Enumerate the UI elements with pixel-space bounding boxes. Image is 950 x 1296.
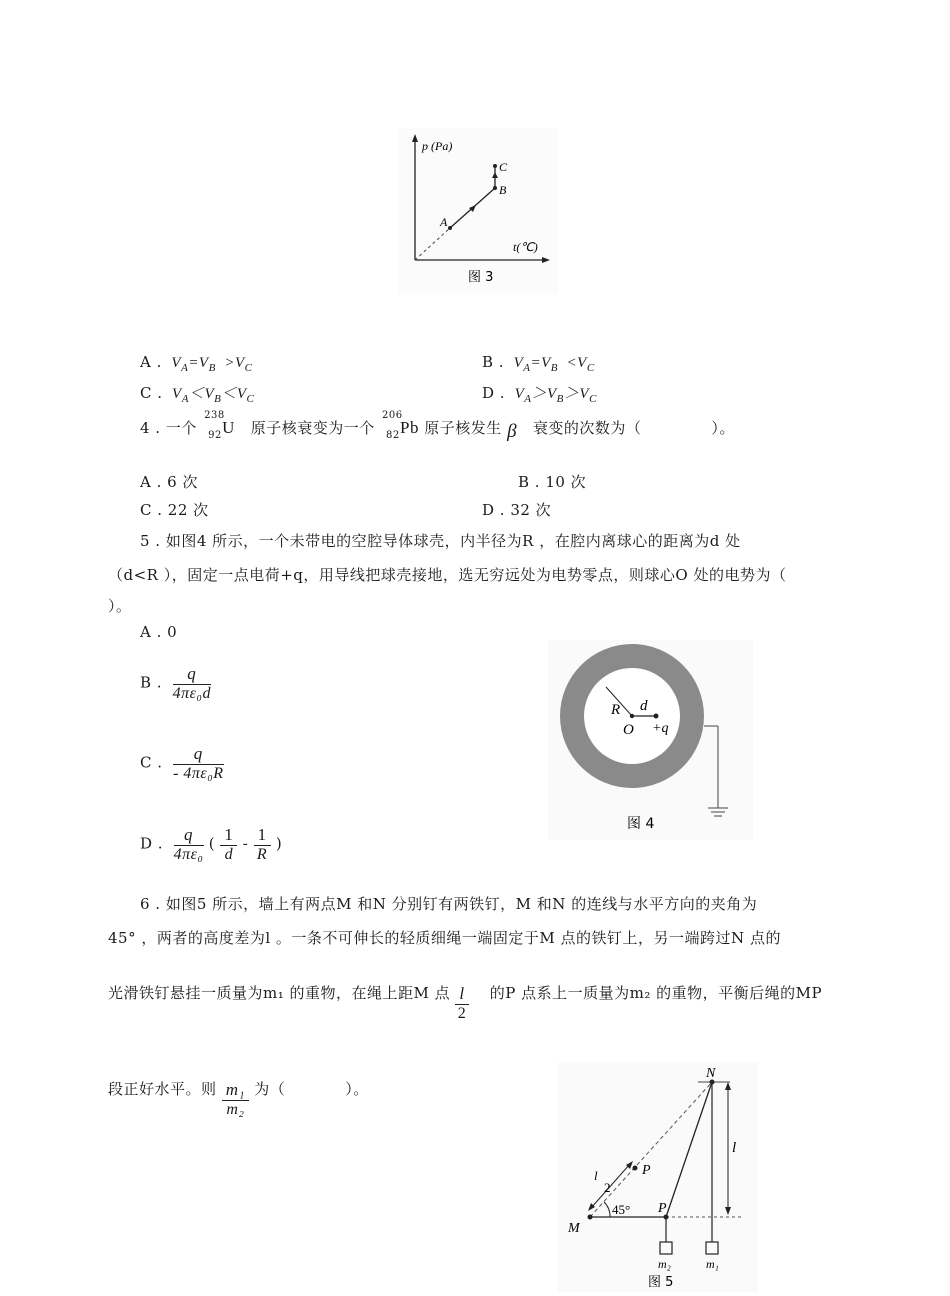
fig3-y-axis-label: p (Pa)	[422, 139, 453, 153]
fraction: $\frac{1}{R}$	[254, 825, 271, 864]
uranium-nuclide-index: 238 92	[204, 410, 225, 441]
fraction: $\frac{\text{m₁}}{\text{m₂}}$	[222, 1080, 249, 1119]
q4-option-b[interactable]: B . 10 次	[518, 473, 587, 491]
fig5-label-half-den: 2	[604, 1180, 611, 1195]
fig5-label-m1: m₁	[706, 1257, 719, 1271]
q6-line-4: 段正好水平。则 $\frac{\text{m₁}}{\text{m₂}}$ 为（ ）。	[108, 1080, 369, 1118]
q4-option-a[interactable]: A . 6 次	[140, 473, 198, 491]
q5-option-b[interactable]	[140, 664, 211, 703]
lead-nuclide-index: 206 82	[382, 410, 403, 441]
fraction: $\frac{q}{\text{- 4πε₀R}}$	[173, 744, 224, 782]
fig4-caption: 图 4	[627, 816, 655, 832]
fig5-caption: 图 5	[648, 1275, 674, 1290]
fig4-label-r: R	[611, 702, 621, 718]
fig4-label-q: +q	[652, 721, 669, 736]
option-label: B .	[482, 353, 505, 371]
q4-stem-part: 衰变的次数为（	[532, 419, 642, 437]
q5-option-d[interactable]: D . $\frac{q}{\text{4πε₀}}$ ( $\frac{1}{d}$ - $\frac{1}{R}$ )	[140, 825, 283, 863]
q3-option-c[interactable]	[140, 382, 254, 405]
q4-option-c[interactable]: C . 22 次	[140, 501, 209, 519]
fig3-point-b: B	[499, 183, 507, 197]
q4-stem	[140, 410, 735, 444]
figure-5	[558, 1062, 758, 1292]
option-label: B .	[140, 673, 163, 692]
q3-option-d[interactable]	[482, 382, 597, 405]
beta-symbol: β	[507, 421, 518, 442]
fig3-caption: 图 3	[468, 270, 494, 285]
q4-stem-part: 原子核衰变为一个	[250, 419, 375, 437]
uranium-symbol: U	[222, 418, 235, 437]
figure-3	[398, 128, 558, 293]
fig3-point-a: A	[440, 215, 448, 229]
q6-line-3: 光滑铁钉悬挂一质量为m₁ 的重物，在绳上距M 点 $\frac{l}{2}$ 的P 点系上一质量为m₂ 的重物，平衡后绳的MP	[108, 984, 823, 1022]
q4-option-d[interactable]: D . 32 次	[482, 501, 552, 519]
figure-5-diagram	[558, 1062, 758, 1292]
option-label: A .	[140, 353, 162, 371]
fig5-label-half-num: l	[594, 1168, 598, 1183]
fig3-x-axis-label: t(℃)	[513, 240, 538, 254]
q6-line-2: 45° ，两者的高度差为l 。一条不可伸长的轻质细绳一端固定于M 点的铁钉上，另一端跨过N 点的	[108, 929, 781, 947]
option-expression: $V_A=V_B >V_C$	[167, 355, 253, 374]
fig5-label-p-top: P	[642, 1163, 651, 1178]
fraction: $\frac{q}{\text{4πε₀}}$	[173, 825, 204, 863]
fig4-label-o: O	[623, 722, 634, 738]
q5-line-1: 5 . 如图4 所示，一个未带电的空腔导体球壳，内半径为R ，在腔内离球心的距离为d 处	[140, 532, 741, 550]
option-expression: $V_A<V_B<V_C$	[167, 386, 255, 405]
q5-option-a[interactable]: A . 0	[140, 623, 178, 641]
option-label: D .	[140, 834, 164, 853]
figure-4-diagram	[548, 640, 753, 840]
fig3-point-c: C	[499, 160, 508, 174]
q4-stem-part: 4 . 一个	[140, 419, 197, 437]
option-label: C .	[140, 384, 163, 402]
option-label: C .	[140, 753, 163, 772]
q4-stem-part: ）。	[711, 419, 735, 437]
q3-option-b[interactable]	[482, 353, 595, 374]
option-expression: $V_A>V_B>V_C$	[510, 386, 597, 405]
fig5-label-p-bottom: P	[658, 1201, 667, 1216]
q5-option-c[interactable]	[140, 744, 224, 783]
q6-line-1: 6 . 如图5 所示，墙上有两点M 和N 分别钉有两铁钉，M 和N 的连线与水平方向的夹角为	[140, 895, 758, 913]
q5-line-3: ）。	[108, 597, 132, 615]
fig5-label-m: M	[568, 1221, 580, 1236]
fraction: $\frac{q}{\text{4πε₀d}}$	[172, 664, 211, 702]
fig5-label-m2: m₂	[658, 1257, 671, 1271]
fig5-label-n: N	[706, 1066, 716, 1081]
lead-symbol: Pb	[400, 418, 419, 437]
q4-stem-part: 原子核发生	[424, 419, 502, 437]
fig5-label-l: l	[732, 1140, 737, 1156]
q3-option-a[interactable]	[140, 353, 252, 374]
option-expression: $V_A=V_B <V_C$	[509, 355, 595, 374]
fraction: $\frac{1}{d}$	[220, 825, 237, 864]
q5-line-2: （d<R ），固定一点电荷+q，用导线把球壳接地，选无穷远处为电势零点，则球心O 处的电势为（	[108, 566, 787, 584]
figure-3-graph	[398, 128, 558, 293]
fig5-label-angle: 45°	[612, 1202, 631, 1217]
fig4-label-d: d	[640, 698, 648, 714]
figure-4	[548, 640, 753, 840]
fraction: $\frac{l}{2}$	[455, 984, 468, 1023]
option-label: D .	[482, 384, 506, 402]
